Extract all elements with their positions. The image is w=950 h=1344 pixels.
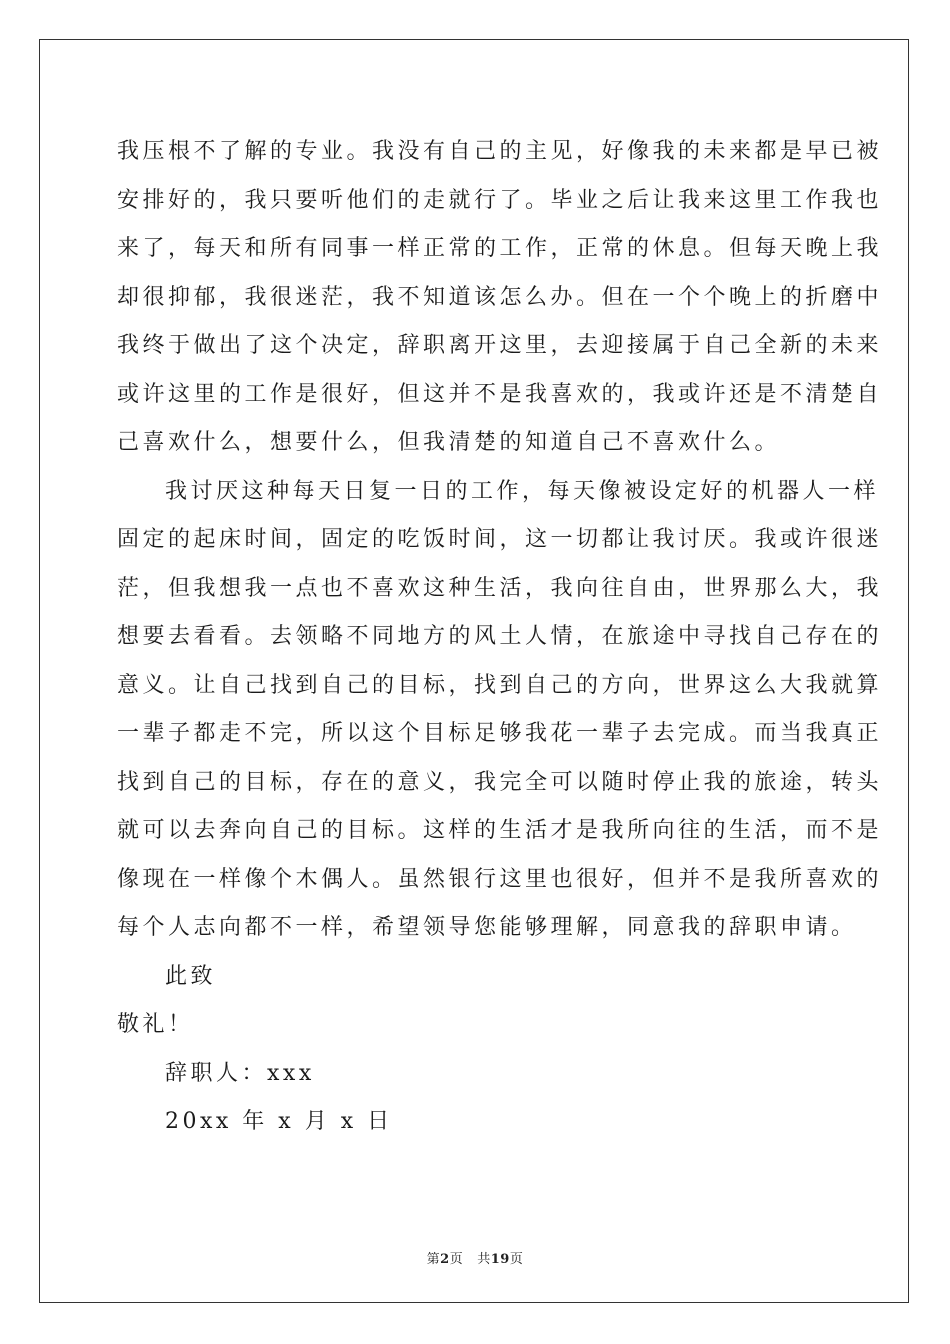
- page-prefix: 第: [426, 1252, 441, 1267]
- total-pages: 19: [490, 1252, 510, 1267]
- text-line: 茫，但我想我一点也不喜欢这种生活，我向往自由，世界那么大，我: [117, 575, 883, 601]
- salute-line: 敬礼！: [117, 1012, 194, 1037]
- text-line: 来了，每天和所有同事一样正常的工作，正常的休息。但每天晚上我: [117, 236, 883, 261]
- text-line: 想要去看看。去领略不同地方的风土人情，在旅途中寻找自己存在的: [117, 624, 883, 649]
- signer-line: 辞职人：xxx: [165, 1060, 315, 1086]
- text-line: 找到自己的目标，存在的意义，我完全可以随时停止我的旅途，转头: [117, 769, 883, 795]
- text-line: 意义。让自己找到自己的目标，找到自己的方向，世界这么大我就算: [117, 672, 883, 698]
- text-line: 安排好的，我只要听他们的走就行了。毕业之后让我来这里工作我也: [117, 187, 883, 213]
- total-suffix: 页: [509, 1252, 524, 1267]
- text-line: 每个人志向都不一样，希望领导您能够理解，同意我的辞职申请。: [117, 915, 857, 940]
- text-line: 我讨厌这种每天日复一日的工作，每天像被设定好的机器人一样: [165, 478, 880, 504]
- text-line: 就可以去奔向自己的目标。这样的生活才是我所向往的生活，而不是: [117, 818, 883, 843]
- page-number: 2: [440, 1252, 450, 1267]
- total-prefix: 共: [477, 1252, 491, 1267]
- text-line: 我终于做出了这个决定，辞职离开这里，去迎接属于自己全新的未来: [117, 333, 883, 358]
- page-suffix: 页: [449, 1252, 464, 1267]
- text-line: 固定的起床时间，固定的吃饭时间，这一切都让我讨厌。我或许很迷: [117, 527, 883, 552]
- date-line: 20xx 年 x 月 x 日: [165, 1109, 393, 1134]
- text-line: 或许这里的工作是很好，但这并不是我喜欢的，我或许还是不清楚自: [117, 381, 883, 407]
- text-line: 一辈子都走不完，所以这个目标足够我花一辈子去完成。而当我真正: [117, 721, 883, 746]
- text-line: 我压根不了解的专业。我没有自己的主见，好像我的未来都是早已被: [117, 139, 883, 164]
- closing-line: 此致: [165, 963, 217, 989]
- page-footer: [0, 1248, 950, 1267]
- text-line: 像现在一样像个木偶人。虽然银行这里也很好，但并不是我所喜欢的: [117, 866, 883, 892]
- text-line: 却很抑郁，我很迷茫，我不知道该怎么办。但在一个个晚上的折磨中: [117, 284, 883, 310]
- letter-body: [117, 128, 883, 1147]
- text-line: 己喜欢什么，想要什么，但我清楚的知道自己不喜欢什么。: [117, 430, 781, 455]
